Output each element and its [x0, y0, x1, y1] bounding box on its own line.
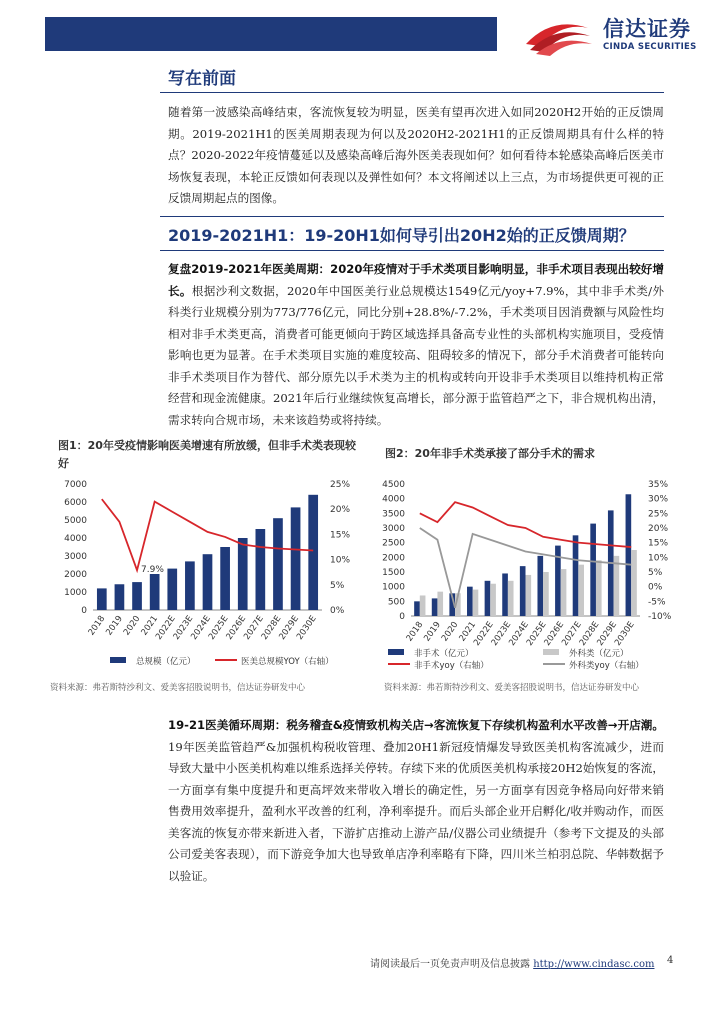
x-axis-tick-label: 2028E [577, 619, 602, 648]
x-axis-tick-label: 2018 [86, 613, 108, 638]
y2-axis-tick-label: 35% [648, 480, 669, 490]
y-axis-tick-label: 0 [81, 606, 87, 616]
bar-总规模（亿元） [203, 554, 213, 610]
footer-disclaimer [370, 955, 654, 970]
bar-总规模（亿元） [273, 518, 283, 610]
bar-外科类（亿元） [420, 595, 426, 616]
y-axis-tick-label: 7000 [64, 480, 87, 490]
x-axis-tick-label: 2019 [422, 619, 443, 644]
logo-wordmark-en: CINDA SECURITIES [603, 42, 697, 52]
bar-非手术（亿元） [573, 535, 579, 616]
y2-axis-tick-label: 5% [648, 568, 663, 578]
section-heading-intro: 写在前面 [168, 69, 236, 89]
review-paragraph-body: 根据沙利文数据，2020年中国医美行业总规模达1549亿元/yoy+7.9%，其中非手术类/外科类行业规模分别为773/776亿元，同比分别+28.8%/-7.2%，手术类项目因消费额与风险性均相对非手术类更高，消费者可能更倾向于跨区域选择具备高专业性的头部机构实施项目，受疫情影响也更为显著。在手术类项目实施的难度较高、阻碍较多的情况下，部分手术消费者可能转向非手术类项目作为替代、部分原先以手术类为主的机构或转向开设非手术类项目以维持机构正常经营和现金流健康。2021年后行业继续恢复高增长，部分源于监管趋严之下，非合规机构出清，需求转向合规市场，未来该趋势或将持续。 [168, 283, 664, 427]
bar-总规模（亿元） [185, 561, 195, 610]
y2-axis-tick-label: 20% [330, 505, 351, 516]
heading-divider [160, 92, 664, 93]
y2-axis-tick-label: 15% [330, 530, 351, 541]
x-axis-tick-label: 2021 [457, 619, 479, 644]
bar-非手术（亿元） [537, 556, 543, 616]
bar-外科类（亿元） [490, 584, 496, 616]
y-axis-tick-label: 3000 [64, 552, 87, 562]
legend-label: 总规模（亿元） [136, 657, 196, 667]
y-axis-tick-label: 0 [399, 612, 405, 622]
bar-外科类（亿元） [631, 550, 637, 616]
x-axis-tick-label: 2023E [171, 613, 196, 642]
y2-axis-tick-label: -10% [648, 612, 672, 622]
cycle-paragraph-lead: 19-21医美循环周期：税务稽查&疫情致机构关店→客流恢复下存续机构盈利水平改善→开店潮。 [168, 718, 664, 732]
figure1-chart [50, 476, 370, 676]
bar-非手术（亿元） [590, 524, 596, 616]
x-axis-tick-label: 2025E [206, 613, 231, 642]
legend-swatch [543, 649, 559, 655]
x-axis-tick-label: 2028E [259, 613, 284, 642]
footer-link[interactable]: http://www.cindasc.com [533, 959, 655, 970]
bar-总规模（亿元） [167, 569, 177, 610]
legend-label: 非手术yoy（右轴） [414, 661, 489, 671]
y-axis-tick-label: 3500 [382, 509, 405, 520]
figure1-title: 图1：20年受疫情影响医美增速有所放缓，但非手术类表现较好 [58, 439, 356, 470]
x-axis-tick-label: 2023E [489, 619, 514, 648]
bar-外科类（亿元） [526, 575, 532, 616]
legend-label: 外科类（亿元） [569, 649, 629, 659]
x-axis-tick-label: 2029E [595, 619, 620, 648]
x-axis-tick-label: 2021 [139, 613, 161, 638]
bar-总规模（亿元） [150, 574, 160, 610]
y-axis-tick-label: 2500 [382, 538, 405, 549]
y-axis-tick-label: 2000 [64, 570, 87, 580]
legend-label: 医美总规模YOY（右轴） [241, 657, 334, 667]
bar-非手术（亿元） [520, 566, 526, 616]
y-axis-tick-label: 1000 [64, 588, 87, 598]
y2-axis-tick-label: 20% [648, 524, 669, 534]
y-axis-tick-label: 3000 [382, 524, 405, 534]
line-series-非手术yoy（右轴） [420, 502, 631, 547]
y-axis-tick-label: 1500 [382, 568, 405, 578]
y2-axis-tick-label: 25% [648, 509, 669, 520]
y2-axis-tick-label: 15% [648, 538, 669, 549]
bar-外科类（亿元） [561, 569, 567, 616]
bar-外科类（亿元） [437, 592, 443, 616]
x-axis-tick-label: 2018 [404, 619, 426, 644]
bar-非手术（亿元） [432, 598, 438, 616]
bar-总规模（亿元） [291, 507, 301, 610]
y2-axis-tick-label: 25% [330, 480, 351, 490]
figure2-title: 图2：20年非手术类承接了部分手术的需求 [385, 447, 595, 460]
cinda-logo-icon [522, 14, 594, 56]
bar-外科类（亿元） [473, 590, 479, 616]
bar-非手术（亿元） [467, 587, 473, 616]
x-axis-tick-label: 2027E [560, 619, 584, 648]
bar-非手术（亿元） [485, 581, 491, 616]
legend-swatch [388, 649, 404, 655]
y-axis-tick-label: 4000 [64, 534, 87, 544]
y-axis-tick-label: 4500 [382, 480, 405, 490]
bar-外科类（亿元） [543, 572, 549, 616]
data-label-annotation: 7.9% [141, 565, 164, 576]
x-axis-tick-label: 2027E [242, 613, 266, 642]
legend-swatch [110, 657, 126, 663]
heading-divider [160, 250, 664, 251]
x-axis-tick-label: 2030E [612, 619, 637, 648]
legend-label: 外科类yoy（右轴） [569, 661, 644, 671]
y-axis-tick-label: 6000 [64, 498, 87, 508]
footer-text: 请阅读最后一页免责声明及信息披露 [370, 959, 530, 970]
y-axis-tick-label: 500 [387, 597, 405, 608]
bar-总规模（亿元） [308, 495, 318, 610]
x-axis-tick-label: 2022E [154, 613, 178, 642]
y-axis-tick-label: 5000 [64, 516, 87, 526]
x-axis-tick-label: 2026E [224, 613, 249, 642]
y2-axis-tick-label: 30% [648, 494, 669, 505]
section-heading-cycle: 2019-2021H1：19-20H1如何导引出20H2始的正反馈周期？ [168, 226, 635, 245]
figure1-source: 资料来源：弗若斯特沙利文、爱美客招股说明书，信达证券研发中心 [50, 683, 306, 693]
heading-divider [160, 216, 664, 217]
legend-label: 非手术（亿元） [414, 649, 474, 659]
x-axis-tick-label: 2024E [507, 619, 531, 648]
x-axis-tick-label: 2024E [189, 613, 213, 642]
y2-axis-tick-label: -5% [648, 597, 666, 608]
y-axis-tick-label: 2000 [382, 553, 405, 564]
bar-外科类（亿元） [614, 556, 620, 616]
bar-总规模（亿元） [132, 582, 142, 610]
bar-外科类（亿元） [578, 565, 584, 616]
cycle-paragraph-body: 19年医美监管趋严&加强机构税收管理、叠加20H1新冠疫情爆发导致医美机构客流减少，进而导致大量中小医美机构难以维系选择关停转。存续下来的优质医美机构承接20H2始恢复的客流，一方面享有集中度提升和更高坪效来带收入增长的确定性，另一方面享有因竞争格局向好带来销售费用效率提升，盈利水平改善的红利，净利率提升。而后头部企业开启孵化/收并购动作，而医美客流的恢复亦带来新进入者，下游扩店推动上游产品/仪器公司业绩提升（参考下文提及的头部公司爱美客表现），而下游竞争加大也导致单店净利率略有下降，四川米兰柏羽总院、华韩数据予以验证。 [168, 739, 664, 883]
x-axis-tick-label: 2020 [439, 619, 461, 644]
intro-paragraph: 随着第一波感染高峰结束，客流恢复较为明显，医美有望再次进入如同2020H2开始的正反馈周期。2019-2021H1的医美周期表现为何以及2020H2-2021H1的正反馈周期具有什么样的特点？2020-2022年疫情蔓延以及感染高峰后海外医美表现如何？如何看待本轮感染高峰后医美市场恢复表现，本轮正反馈如何表现以及弹性如何？本文将阐述以上三点，为市场提供更可视的正反馈周期起点的图像。 [168, 105, 664, 205]
x-axis-tick-label: 2026E [542, 619, 567, 648]
bar-总规模（亿元） [256, 529, 266, 610]
review-paragraph [168, 259, 664, 431]
bar-非手术（亿元） [414, 601, 420, 616]
y2-axis-tick-label: 10% [330, 555, 351, 566]
logo-wordmark-cn: 信达证券 [603, 17, 691, 41]
review-paragraph-lead: 复盘2019-2021年医美周期：2020年疫情对于手术类项目影响明显，非手术项目表现出较好增长。 [168, 262, 664, 298]
header-bar [45, 17, 497, 51]
figure2-source: 资料来源：弗若斯特沙利文、爱美客招股说明书，信达证券研发中心 [384, 683, 640, 693]
x-axis-tick-label: 2025E [524, 619, 549, 648]
x-axis-tick-label: 2019 [104, 613, 125, 638]
bar-总规模（亿元） [97, 588, 107, 610]
bar-总规模（亿元） [238, 538, 248, 610]
page-number: 4 [667, 955, 674, 966]
x-axis-tick-label: 2020 [121, 613, 143, 638]
x-axis-tick-label: 2030E [294, 613, 319, 642]
bar-非手术（亿元） [502, 573, 508, 616]
x-axis-tick-label: 2029E [277, 613, 302, 642]
figure2-chart [378, 476, 708, 676]
bar-外科类（亿元） [508, 581, 514, 616]
y-axis-tick-label: 1000 [382, 582, 405, 593]
y2-axis-tick-label: 0% [330, 606, 345, 616]
bar-总规模（亿元） [220, 547, 230, 610]
y2-axis-tick-label: 0% [648, 582, 663, 593]
bar-外科类（亿元） [596, 560, 602, 616]
bar-总规模（亿元） [115, 584, 125, 610]
bar-非手术（亿元） [626, 494, 632, 616]
cycle-paragraph [168, 715, 664, 887]
x-axis-tick-label: 2022E [472, 619, 496, 648]
y2-axis-tick-label: 10% [648, 553, 669, 564]
y-axis-tick-label: 4000 [382, 494, 405, 505]
y2-axis-tick-label: 5% [330, 580, 345, 591]
